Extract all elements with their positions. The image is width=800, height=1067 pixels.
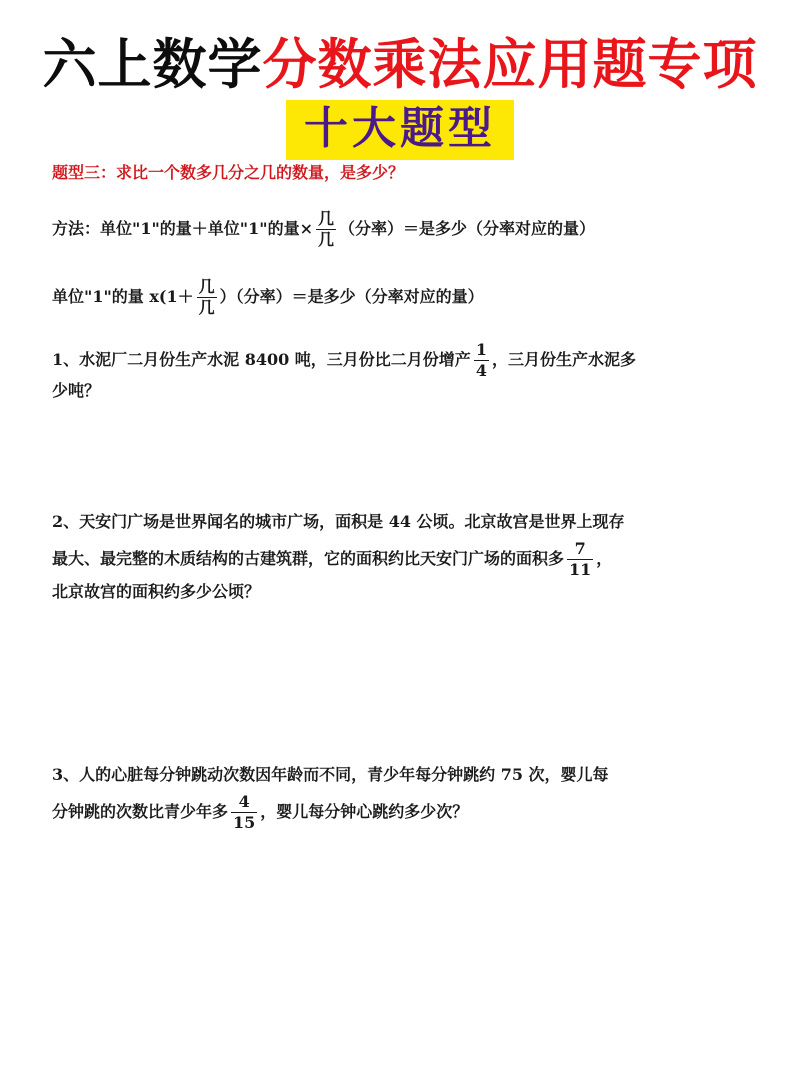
question-3-line-1: 3、人的心脏每分钟跳动次数因年龄而不同，青少年每分钟跳约 75 次，婴儿每 [52,765,609,784]
fraction-numerator: 几 [318,209,335,228]
question-1-line-2: 少吨？ [52,381,101,400]
fraction-denominator: 15 [233,813,256,832]
method1-prefix: 方法：单位"1"的量＋单位"1"的量× [52,219,314,238]
fraction-numerator: 4 [231,793,257,813]
question-3-fraction [231,793,257,832]
question-2-line-1: 2、天安门广场是世界闻名的城市广场，面积是 44 公顷。北京故宫是世界上现存 [52,512,625,531]
method1-fraction [316,210,336,249]
question-3-prefix: 分钟跳的次数比青少年多 [52,802,229,821]
method-line-1 [52,210,595,249]
title-black-part: 六上数学 [42,33,263,96]
ten-types-badge: 十大题型 [286,100,514,160]
fraction-numerator: 7 [567,540,593,560]
question-2-line-2 [52,540,612,579]
question-1-fraction [474,341,489,380]
badge-wrap [0,100,800,160]
fraction-denominator: 4 [475,361,487,380]
method-line-2 [52,278,484,317]
page-title [0,30,800,100]
fraction-denominator: 几 [198,298,215,317]
title-red-part: 分数乘法应用题专项 [262,33,758,96]
type-heading: 题型三：求比一个数多几分之几的数量，是多少？ [52,163,405,182]
question-2-fraction [567,540,593,579]
fraction-denominator: 11 [569,560,592,579]
fraction-numerator: 1 [475,340,487,359]
question-2-prefix: 最大、最完整的木质结构的古建筑群，它的面积约比天安门广场的面积多 [52,549,565,568]
question-1-line-1 [52,341,636,380]
question-1-prefix: 1、水泥厂二月份生产水泥 8400 吨，三月份比二月份增产 [52,350,471,369]
question-3-suffix: ，婴儿每分钟心跳约多少次？ [260,802,469,821]
method1-suffix: （分率）＝是多少（分率对应的量） [339,219,596,238]
question-2-suffix: ， [596,549,613,568]
question-2-line-3: 北京故宫的面积约多少公顷？ [52,582,261,601]
fraction-numerator: 几 [198,277,215,296]
method2-fraction [197,278,217,317]
fraction-denominator: 几 [318,230,335,249]
question-3-line-2 [52,793,468,832]
method2-suffix: ）（分率）＝是多少（分率对应的量） [219,287,484,306]
method2-prefix: 单位"1"的量 x(1＋ [52,287,194,306]
question-1-suffix: ，三月份生产水泥多 [491,350,636,369]
